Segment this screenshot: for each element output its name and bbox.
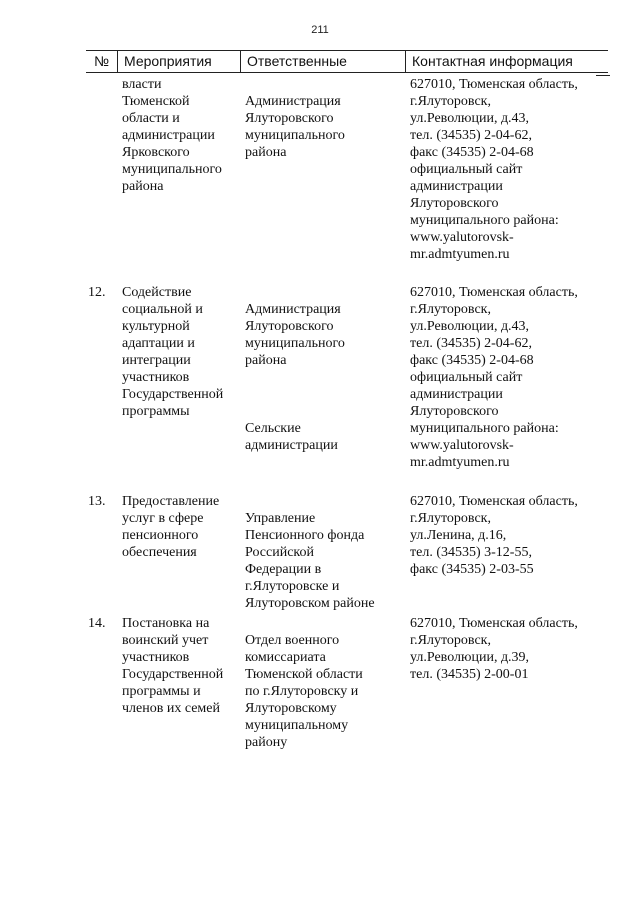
activity-cell: власти Тюменской области и администрации Ярковского муниципального района bbox=[122, 77, 222, 194]
header-responsible: Ответственные bbox=[247, 53, 347, 69]
row-number: 12. bbox=[88, 285, 106, 300]
contact-cell: 627010, Тюменская область, г.Ялуторовск, ул.Ленина, д.16, тел. (34535) 3-12-55, факс (34535) 2-03-55 bbox=[410, 494, 578, 577]
activity-cell: Предоставление услуг в сфере пенсионного обеспечения bbox=[122, 494, 220, 560]
page-number: 211 bbox=[311, 24, 329, 36]
responsible-text: Администрация Ялуторовского муниципального района bbox=[245, 302, 345, 368]
contact-cell: 627010, Тюменская область, г.Ялуторовск, ул.Революции, д.43, тел. (34535) 2-04-62, факс (34535) 2-04-68 официальный сайт администрации Ялуторовского муниципального района: www.yalutorovsk- mr.admtyumen.ru bbox=[410, 285, 578, 470]
header-divider-2 bbox=[240, 50, 241, 72]
contact-cell: 627010, Тюменская область, г.Ялуторовск, ул.Революции, д.39, тел. (34535) 2-00-01 bbox=[410, 616, 578, 682]
row-number: 13. bbox=[88, 494, 106, 509]
header-divider-3 bbox=[405, 50, 406, 72]
table-top-border bbox=[86, 50, 608, 51]
responsible-cell bbox=[245, 493, 403, 629]
responsible-text: Управление Пенсионного фонда Российской Федерации в г.Ялуторовске и Ялуторовском районе bbox=[245, 511, 375, 611]
header-num: № bbox=[94, 53, 110, 69]
responsible-cell bbox=[245, 76, 403, 178]
responsible-text: Отдел военного комиссариата Тюменской области по г.Ялуторовску и Ялуторовскому муниципальному району bbox=[245, 633, 363, 750]
contact-cell: 627010, Тюменская область, г.Ялуторовск, ул.Революции, д.43, тел. (34535) 2-04-62, факс (34535) 2-04-68 официальный сайт администрации Ялуторовского муниципального района: www.yalutorovsk- mr.admtyumen.ru bbox=[410, 77, 578, 262]
responsible-cell bbox=[245, 615, 403, 768]
responsible-cell bbox=[245, 284, 403, 471]
activity-cell: Содействие социальной и культурной адаптации и интеграции участников Государственной программы bbox=[122, 285, 224, 419]
header-contacts: Контактная информация bbox=[412, 53, 573, 69]
header-divider-1 bbox=[117, 50, 118, 72]
responsible-text-secondary: Сельские администрации bbox=[245, 421, 338, 453]
row-number: 14. bbox=[88, 616, 106, 631]
responsible-text: Администрация Ялуторовского муниципального района bbox=[245, 94, 345, 160]
table-header-bottom-border bbox=[86, 72, 608, 73]
activity-cell: Постановка на воинский учет участников Государственной программы и членов их семей bbox=[122, 616, 224, 716]
header-activities: Мероприятия bbox=[124, 53, 212, 69]
